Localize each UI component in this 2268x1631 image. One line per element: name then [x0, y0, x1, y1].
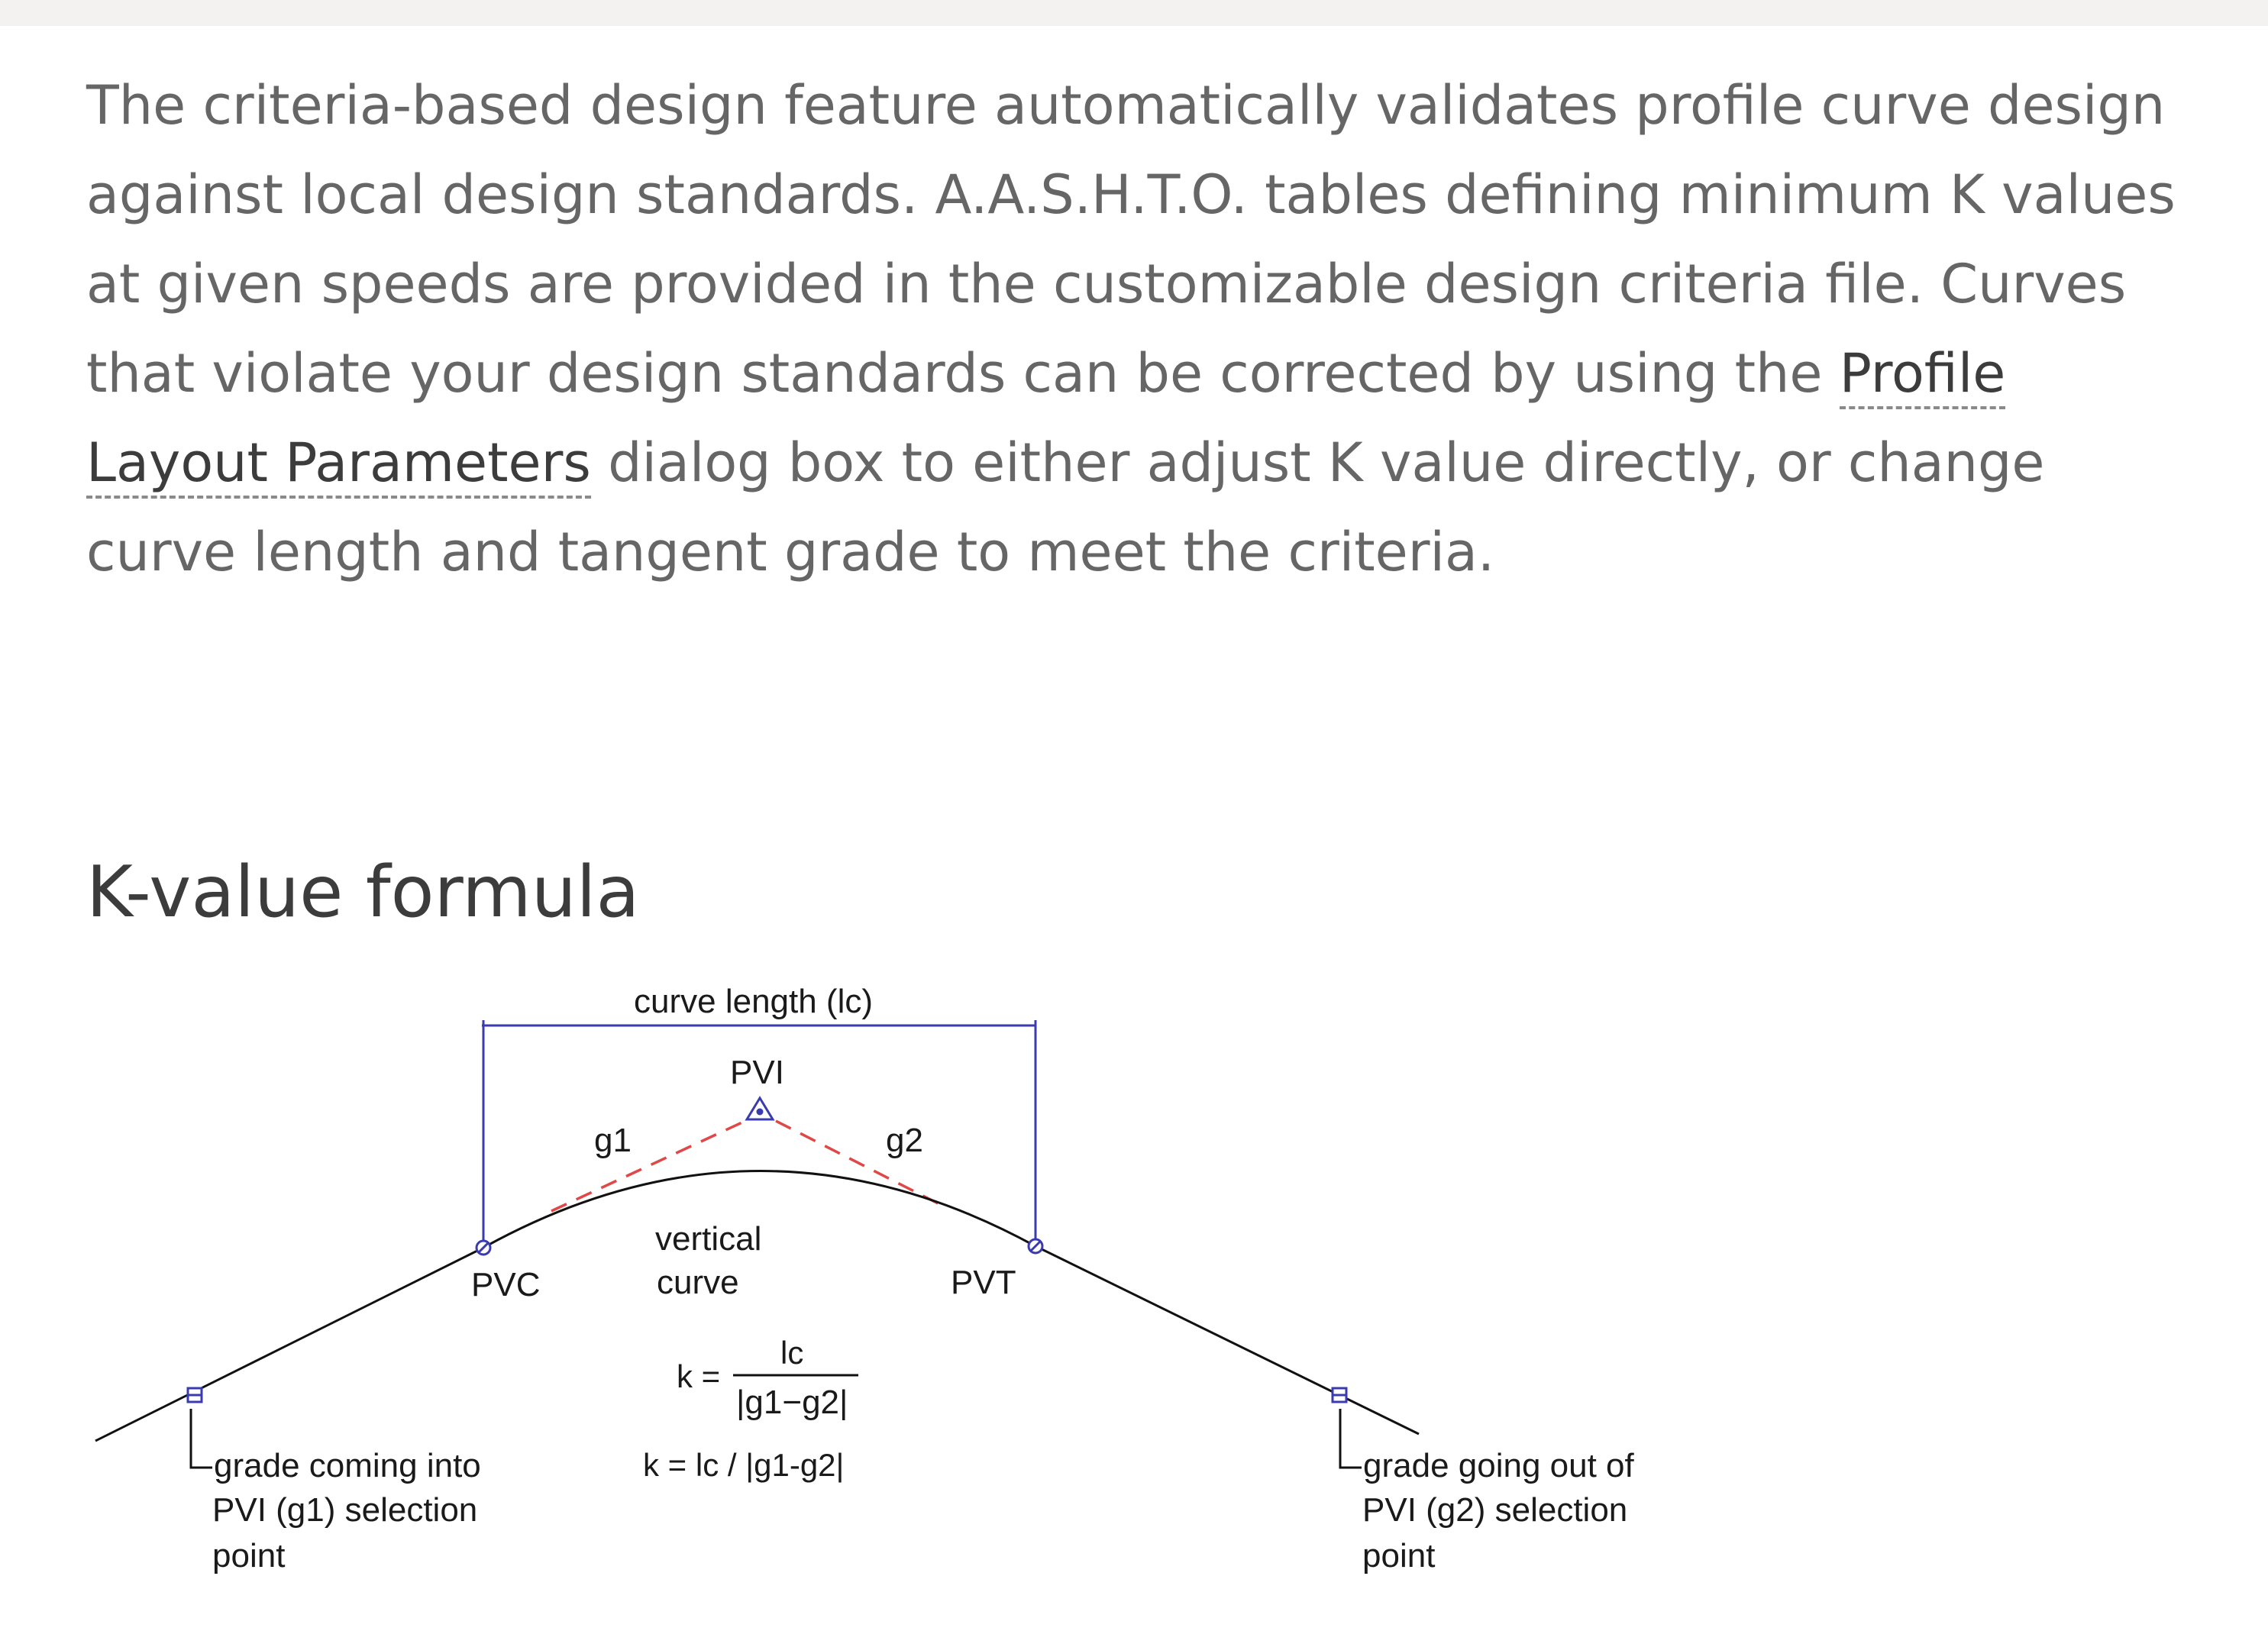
g2-label: g2 — [886, 1122, 923, 1159]
vertical-curve-label-line1: vertical — [655, 1220, 762, 1258]
section-heading: K-value formula — [86, 851, 640, 933]
pvc-marker — [477, 1241, 490, 1255]
right-selection-note — [1362, 1447, 1635, 1574]
left-note-line3: point — [212, 1537, 286, 1574]
vertical-curve-label-line2: curve — [657, 1264, 739, 1301]
left-note-line1: grade coming into — [214, 1447, 481, 1484]
pvi-marker — [747, 1098, 773, 1119]
pvt-label: PVT — [951, 1264, 1016, 1301]
left-selection-note — [212, 1447, 481, 1574]
pvc-label: PVC — [471, 1266, 541, 1303]
incoming-grade-line — [95, 1248, 483, 1441]
formula-k: k = — [677, 1358, 721, 1394]
left-note-line2: PVI (g1) selection — [212, 1491, 478, 1529]
right-note-line1: grade going out of — [1363, 1447, 1634, 1484]
right-note-line3: point — [1362, 1537, 1436, 1574]
g1-leader — [191, 1409, 212, 1468]
formula-inline: k = lc / |g1-g2| — [643, 1447, 845, 1483]
right-note-line2: PVI (g2) selection — [1362, 1491, 1628, 1529]
g2-leader — [1340, 1409, 1362, 1468]
paragraph-text-after-link: dialog box to either adjust K value directly, or change curve length and tangent grade to meet the criteria. — [86, 431, 2045, 583]
pvt-marker — [1029, 1239, 1042, 1253]
formula-numerator: lc — [780, 1335, 804, 1371]
g1-tangent-dashed — [551, 1121, 745, 1211]
formula-denominator: |g1−g2| — [736, 1384, 848, 1421]
paragraph-text-before-link: The criteria-based design feature automatically validates profile curve design against local design standards. A.A.S.H.T.O. tables defining minimum K values at given speeds are provided in the customizable design criteria file. Curves that violate your design standards can be corrected by using the — [86, 74, 2176, 405]
pvi-label: PVI — [730, 1054, 784, 1091]
curve-length-label: curve length (lc) — [634, 983, 874, 1020]
profile-layout-parameters-link[interactable]: Profile Layout Parameters — [86, 342, 2005, 499]
outgoing-grade-line — [1035, 1246, 1419, 1434]
g1-label: g1 — [594, 1122, 632, 1159]
